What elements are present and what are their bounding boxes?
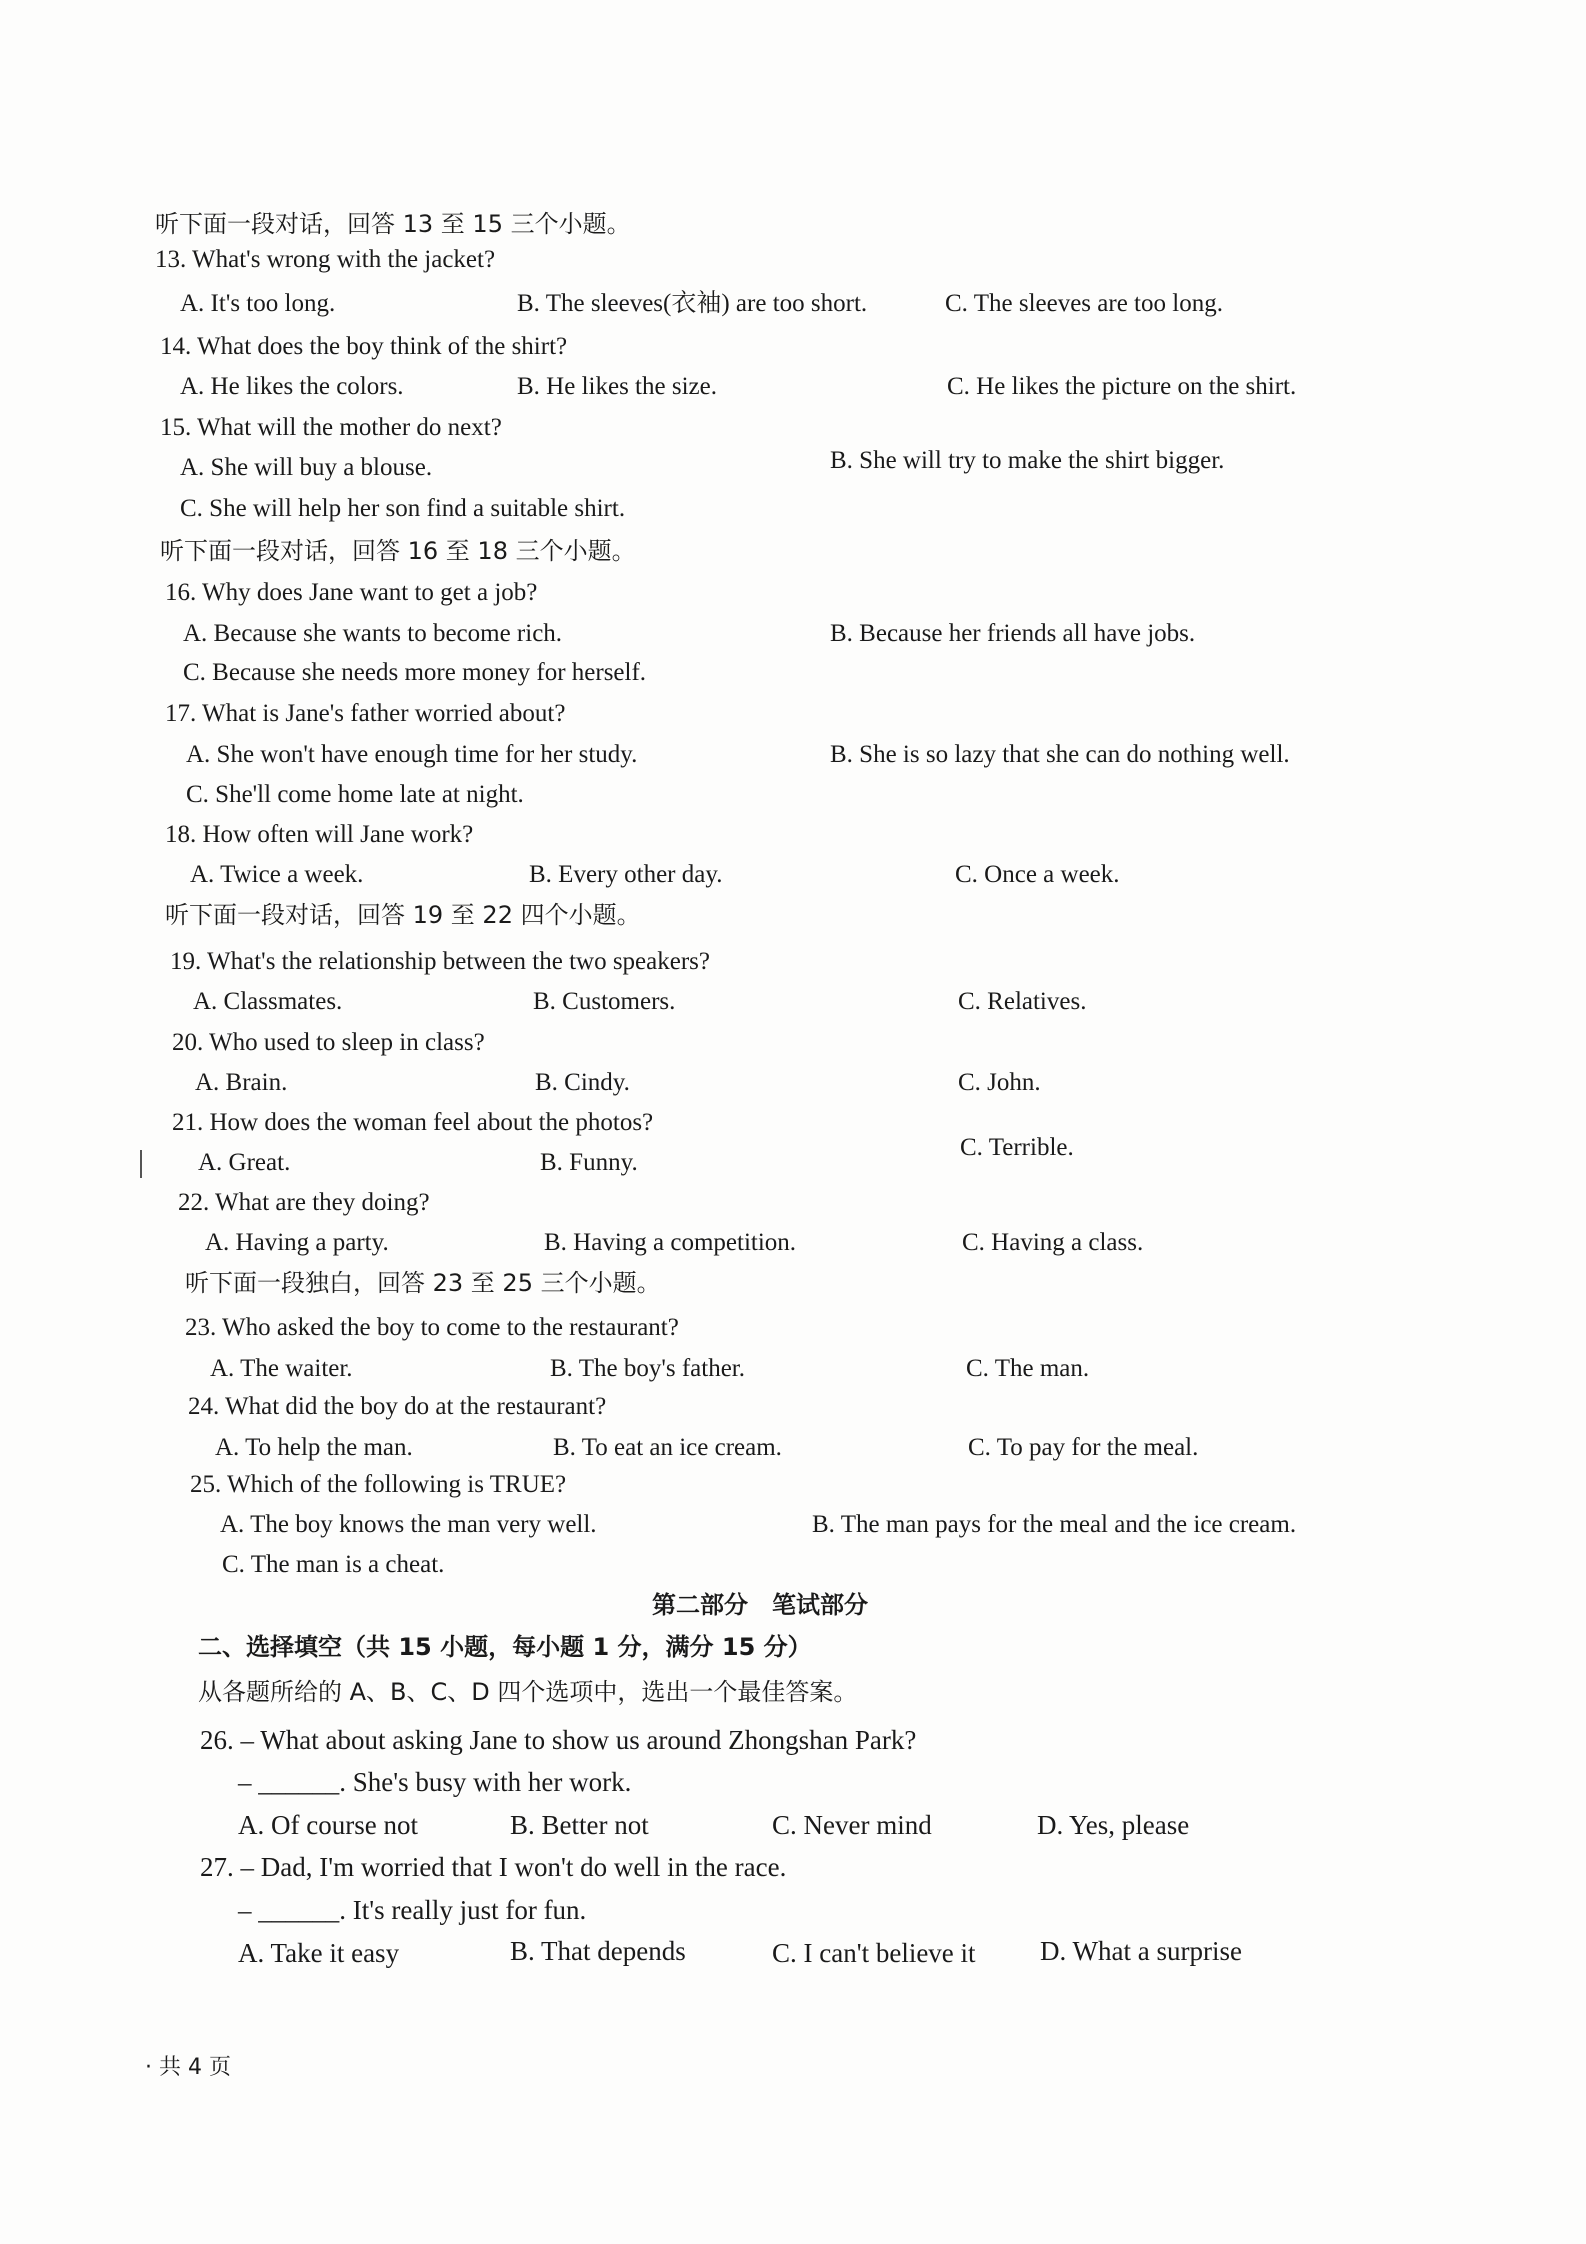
question-25-stem: 25. Which of the following is TRUE? bbox=[190, 1471, 567, 1498]
question-27-option-c: C. I can't believe it bbox=[772, 1938, 976, 1968]
question-18-option-c: C. Once a week. bbox=[955, 861, 1120, 888]
question-15-option-c: C. She will help her son find a suitable shirt. bbox=[180, 495, 626, 522]
section-heading-19-22: 听下面一段对话，回答 19 至 22 四个小题。 bbox=[165, 901, 641, 929]
question-25-option-a: A. The boy knows the man very well. bbox=[220, 1511, 597, 1538]
question-26-stem: 26. – What about asking Jane to show us around Zhongshan Park? bbox=[200, 1725, 917, 1755]
question-23-option-a: A. The waiter. bbox=[210, 1355, 353, 1382]
question-18-stem: 18. How often will Jane work? bbox=[165, 821, 474, 848]
question-26-reply: – ______. She's busy with her work. bbox=[238, 1767, 632, 1797]
question-18-option-a: A. Twice a week. bbox=[190, 861, 364, 888]
question-19-option-c: C. Relatives. bbox=[958, 988, 1087, 1015]
question-15-option-b: B. She will try to make the shirt bigger. bbox=[830, 447, 1225, 474]
question-21-option-b: B. Funny. bbox=[540, 1149, 638, 1176]
page-count-footer: · 共 4 页 bbox=[145, 2055, 231, 2080]
question-20-option-b: B. Cindy. bbox=[535, 1069, 630, 1096]
question-22-stem: 22. What are they doing? bbox=[178, 1189, 430, 1216]
question-24-option-b: B. To eat an ice cream. bbox=[553, 1434, 782, 1461]
question-23-stem: 23. Who asked the boy to come to the restaurant? bbox=[185, 1314, 679, 1341]
question-24-option-c: C. To pay for the meal. bbox=[968, 1434, 1199, 1461]
question-19-option-a: A. Classmates. bbox=[193, 988, 343, 1015]
question-26-option-b: B. Better not bbox=[510, 1810, 649, 1840]
question-27-option-a: A. Take it easy bbox=[238, 1938, 400, 1968]
question-27-option-b: B. That depends bbox=[510, 1936, 686, 1966]
part-two-instruction: 从各题所给的 A、B、C、D 四个选项中，选出一个最佳答案。 bbox=[198, 1678, 858, 1706]
question-17-stem: 17. What is Jane's father worried about? bbox=[165, 700, 566, 727]
margin-mark bbox=[140, 1150, 142, 1178]
question-25-option-b: B. The man pays for the meal and the ice cream. bbox=[812, 1511, 1297, 1538]
question-22-option-a: A. Having a party. bbox=[205, 1229, 389, 1256]
question-25-option-c: C. The man is a cheat. bbox=[222, 1551, 445, 1578]
question-13-option-b: B. The sleeves(衣袖) are too short. bbox=[517, 290, 868, 317]
question-27-reply: – ______. It's really just for fun. bbox=[238, 1895, 587, 1925]
question-24-stem: 24. What did the boy do at the restaurant? bbox=[188, 1393, 607, 1420]
question-24-option-a: A. To help the man. bbox=[215, 1434, 413, 1461]
question-23-option-b: B. The boy's father. bbox=[550, 1355, 745, 1382]
question-16-stem: 16. Why does Jane want to get a job? bbox=[165, 579, 538, 606]
question-19-stem: 19. What's the relationship between the two speakers? bbox=[170, 948, 710, 975]
question-15-stem: 15. What will the mother do next? bbox=[160, 414, 502, 441]
section-heading-13-15: 听下面一段对话，回答 13 至 15 三个小题。 bbox=[155, 210, 631, 238]
question-20-option-a: A. Brain. bbox=[195, 1069, 288, 1096]
question-20-option-c: C. John. bbox=[958, 1069, 1041, 1096]
part-two-title: 第二部分 笔试部分 bbox=[652, 1591, 868, 1619]
question-17-option-c: C. She'll come home late at night. bbox=[186, 781, 524, 808]
question-13-stem: 13. What's wrong with the jacket? bbox=[155, 246, 496, 273]
question-26-option-c: C. Never mind bbox=[772, 1810, 932, 1840]
question-18-option-b: B. Every other day. bbox=[529, 861, 723, 888]
question-14-stem: 14. What does the boy think of the shirt? bbox=[160, 333, 568, 360]
question-16-option-b: B. Because her friends all have jobs. bbox=[830, 620, 1196, 647]
question-20-stem: 20. Who used to sleep in class? bbox=[172, 1029, 485, 1056]
question-13-option-a: A. It's too long. bbox=[180, 290, 336, 317]
question-14-option-a: A. He likes the colors. bbox=[180, 373, 404, 400]
question-27-option-d: D. What a surprise bbox=[1040, 1936, 1242, 1966]
question-13-option-c: C. The sleeves are too long. bbox=[945, 290, 1223, 317]
question-21-option-a: A. Great. bbox=[198, 1149, 291, 1176]
section-heading-23-25: 听下面一段独白，回答 23 至 25 三个小题。 bbox=[185, 1269, 661, 1297]
section-heading-16-18: 听下面一段对话，回答 16 至 18 三个小题。 bbox=[160, 537, 636, 565]
question-14-option-b: B. He likes the size. bbox=[517, 373, 717, 400]
question-27-stem: 27. – Dad, I'm worried that I won't do well in the race. bbox=[200, 1852, 787, 1882]
part-two-heading: 二、选择填空（共 15 小题，每小题 1 分，满分 15 分） bbox=[198, 1633, 812, 1661]
question-26-option-d: D. Yes, please bbox=[1037, 1810, 1190, 1840]
question-19-option-b: B. Customers. bbox=[533, 988, 676, 1015]
question-15-option-a: A. She will buy a blouse. bbox=[180, 454, 433, 481]
question-14-option-c: C. He likes the picture on the shirt. bbox=[947, 373, 1297, 400]
question-22-option-b: B. Having a competition. bbox=[544, 1229, 797, 1256]
question-17-option-b: B. She is so lazy that she can do nothing well. bbox=[830, 741, 1290, 768]
question-22-option-c: C. Having a class. bbox=[962, 1229, 1144, 1256]
question-21-option-c: C. Terrible. bbox=[960, 1134, 1074, 1161]
question-16-option-c: C. Because she needs more money for herself. bbox=[183, 659, 647, 686]
question-16-option-a: A. Because she wants to become rich. bbox=[183, 620, 563, 647]
question-17-option-a: A. She won't have enough time for her study. bbox=[186, 741, 638, 768]
question-23-option-c: C. The man. bbox=[966, 1355, 1090, 1382]
question-26-option-a: A. Of course not bbox=[238, 1810, 418, 1840]
question-21-stem: 21. How does the woman feel about the photos? bbox=[172, 1109, 654, 1136]
